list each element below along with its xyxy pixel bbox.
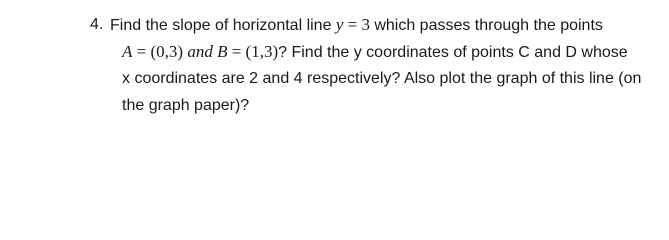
math-and: and bbox=[187, 42, 213, 61]
question-line-3: x coordinates are 2 and 4 respectively? Also plot the graph of this line (on bbox=[122, 70, 642, 87]
math-point-a-value: = (0,3) bbox=[132, 42, 188, 61]
line1-rest: which passes through the points bbox=[374, 17, 603, 34]
math-equation: = 3 bbox=[343, 15, 375, 34]
line1-text: Find the slope of horizontal line bbox=[110, 17, 336, 34]
question-line-2 bbox=[122, 41, 628, 64]
question-line-1 bbox=[110, 14, 603, 37]
math-point-b-value: = (1,3) bbox=[227, 42, 279, 61]
math-point-b: B bbox=[212, 42, 228, 61]
question-number: 4. bbox=[90, 16, 104, 33]
math-variable-y: y bbox=[335, 15, 344, 34]
math-point-a: A bbox=[122, 42, 133, 61]
question-line-4: the graph paper)? bbox=[122, 97, 250, 114]
line2-rest: ? Find the y coordinates of points C and D whose bbox=[278, 44, 628, 61]
